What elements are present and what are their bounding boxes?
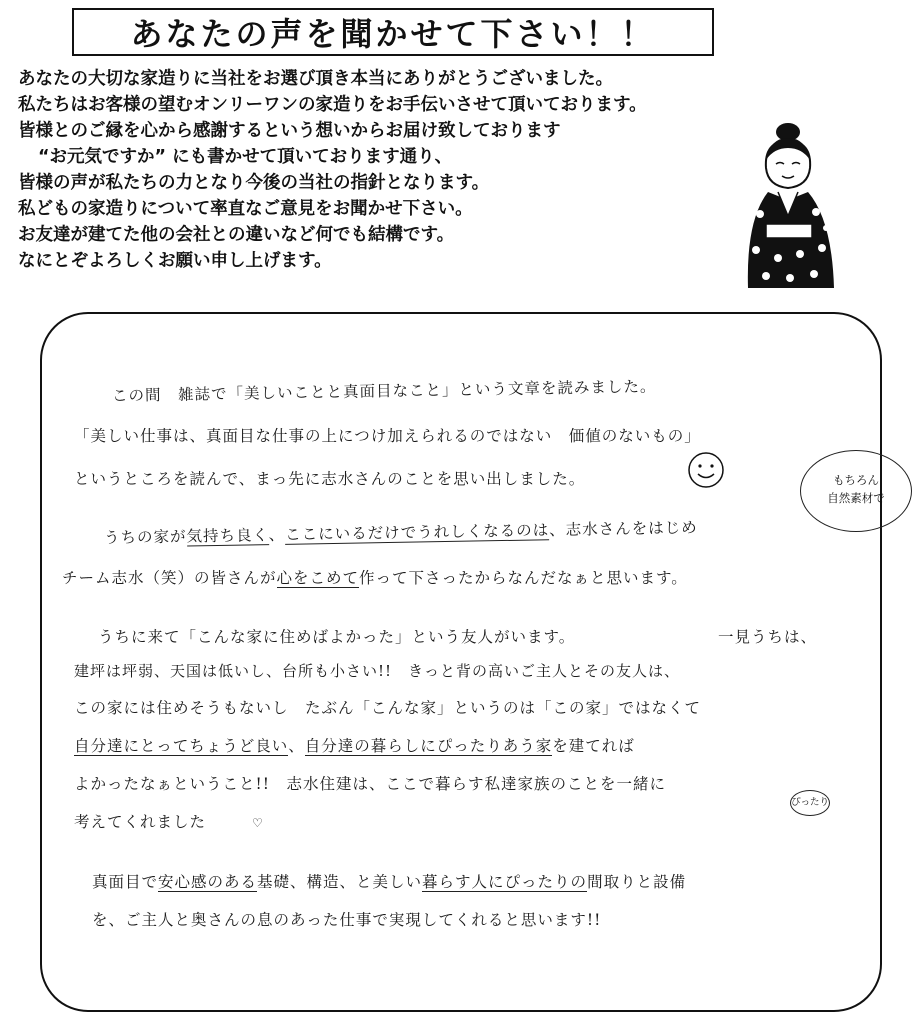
letter-line: 建坪は坪弱、天国は低いし、台所も小さい!! きっと背の高いご主人とその友人は、 [74,662,681,680]
side-note-line: 自然素材で [827,491,885,505]
underlined-phrase: 心をこめて [276,569,360,587]
intro-line: 皆様とのご縁を心から感謝するという想いからお届け致しております [18,121,561,141]
heart-icon: ♡ [252,816,263,830]
letter-line: 一見うちは、 [718,628,818,646]
underlined-phrase: 気持ち良く [186,526,269,546]
page-title: あなたの声を聞かせて下さい！！ [130,15,656,53]
side-note-bubble [800,450,912,532]
letter-line-9: 自分達にとってちょうど良い、自分達の暮らしにぴったりあう家を建てれば [74,737,635,755]
letter-line: というところを読んで、まっ先に志水さんのことを思い出しました。 [74,470,586,488]
side-note-line: もちろん [833,473,879,487]
underlined-phrase: 自分達の暮らしにぴったりあう家 [304,737,553,755]
mini-note-bubble: ぴったり [790,790,830,816]
letter-line: うちに来て「こんな家に住めばよかった」という友人がいます。 [98,628,576,646]
underlined-phrase: 暮らす人にぴったりの [422,873,588,891]
intro-line: “お元気ですか” にも書かせて頂いております通り、 [38,147,453,167]
letter-line-4: うちの家が気持ち良く、ここにいるだけでうれしくなるのは、志水さんをはじめ [103,518,698,547]
letter-line: この間 雑誌で「美しいことと真面目なこと」という文章を読みました。 [111,377,657,405]
intro-line: あなたの大切な家造りに当社をお選び頂き本当にありがとうございました。 [18,69,613,89]
smiley-icon [686,450,726,490]
underlined-phrase: ここにいるだけでうれしくなるのは [285,521,550,544]
kimono-woman-illustration [738,120,850,290]
intro-line: なにとぞよろしくお願い申し上げます。 [18,251,332,271]
letter-line: よかったなぁということ!! 志水住建は、ここで暮らす私達家族のことを一緒に [74,775,666,793]
letter-line: 「美しい仕事は、真面目な仕事の上につけ加えられるのではない 価値のないもの」 [74,427,701,445]
letter-line: 考えてくれました [74,813,207,831]
intro-line: お友達が建てた他の会社との違いなど何でも結構です。 [18,225,455,245]
intro-line: 私どもの家造りについて率直なご意見をお聞かせ下さい。 [18,199,473,219]
intro-text [18,66,778,274]
letter-line-13: 真面目で安心感のある基礎、構造、と美しい暮らす人にぴったりの間取りと設備 [92,873,687,891]
letter-line: を、ご主人と奥さんの息のあった仕事で実現してくれると思います!! [92,911,602,929]
underlined-phrase: 安心感のある [158,873,258,891]
letter-line: この家には住めそうもないし たぶん「こんな家」というのは「この家」ではなくて [74,699,702,717]
intro-line: 皆様の声が私たちの力となり今後の当社の指針となります。 [18,173,490,193]
intro-line: 私たちはお客様の望むオンリーワンの家造りをお手伝いさせて頂いております。 [18,95,647,115]
title-box [72,8,714,56]
letter-line-5: チーム志水（笑）の皆さんが心をこめて作って下さったからなんだなぁと思います。 [62,569,688,587]
underlined-phrase: 自分達にとってちょうど良い [74,737,289,755]
